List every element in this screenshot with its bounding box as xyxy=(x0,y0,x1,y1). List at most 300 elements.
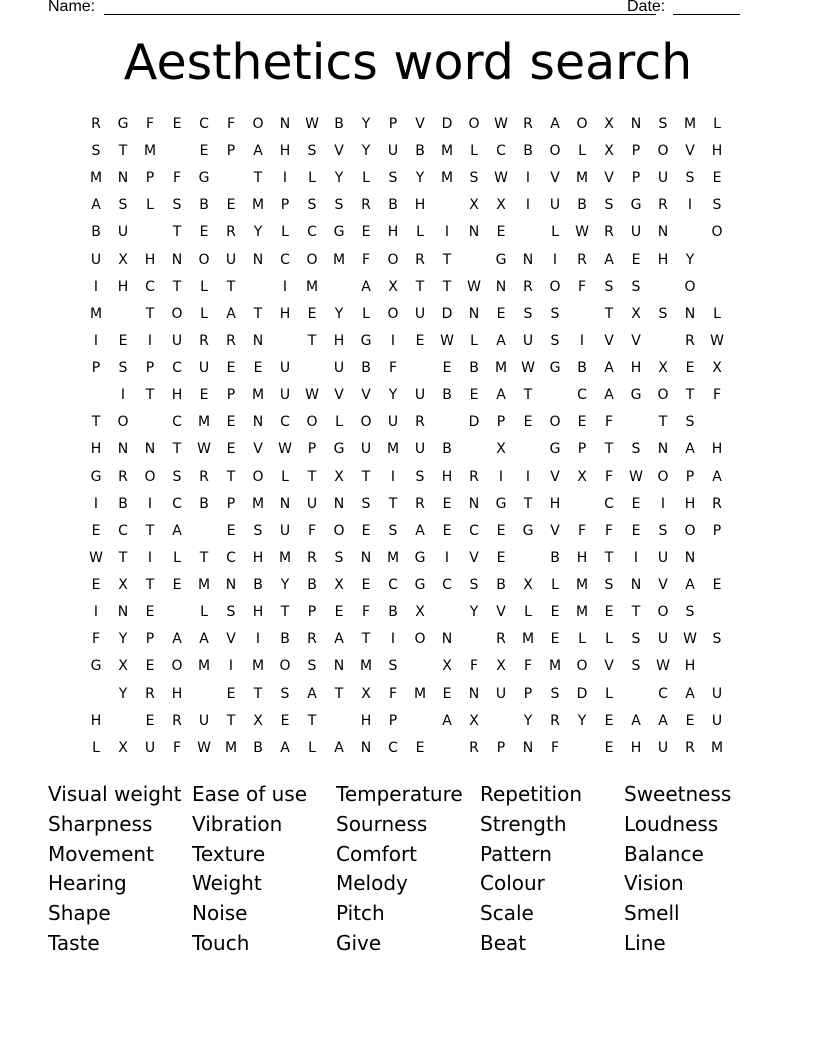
grid-letter: W xyxy=(494,170,508,187)
grid-letter: O xyxy=(549,143,561,160)
grid-letter: I xyxy=(255,631,261,648)
word-list-item: Hearing xyxy=(48,871,127,896)
grid-letter: W xyxy=(467,278,481,295)
grid-letter: G xyxy=(117,116,129,132)
grid-letter: N xyxy=(441,631,453,648)
grid-letter: R xyxy=(604,224,614,241)
grid-letter: V xyxy=(631,332,641,349)
grid-letter: R xyxy=(658,197,668,214)
grid-letter: E xyxy=(712,577,722,594)
grid-letter: U xyxy=(549,197,561,214)
grid-letter: M xyxy=(143,143,157,160)
grid-letter: S xyxy=(631,441,641,458)
grid-letter: T xyxy=(118,143,128,160)
grid-letter: A xyxy=(442,712,452,729)
grid-letter: M xyxy=(332,251,346,268)
grid-letter: A xyxy=(91,197,101,214)
grid-letter: N xyxy=(468,224,480,241)
grid-letter: H xyxy=(144,251,156,268)
grid-letter: T xyxy=(226,712,236,729)
grid-letter: A xyxy=(604,251,614,268)
grid-letter: E xyxy=(523,414,533,431)
grid-letter: T xyxy=(388,495,398,512)
grid-letter: Y xyxy=(118,631,128,648)
grid-letter: U xyxy=(279,387,291,404)
grid-letter: E xyxy=(172,116,182,132)
grid-letter: T xyxy=(172,441,182,458)
grid-letter: C xyxy=(280,251,290,268)
grid-letter: N xyxy=(333,658,345,675)
grid-letter: C xyxy=(604,495,614,512)
grid-letter: A xyxy=(550,116,560,132)
grid-letter: W xyxy=(197,739,211,756)
grid-letter: E xyxy=(145,604,155,621)
grid-letter: S xyxy=(550,685,560,702)
grid-letter: F xyxy=(577,278,587,295)
grid-letter: S xyxy=(118,197,128,214)
grid-letter: N xyxy=(630,577,642,594)
grid-letter: Y xyxy=(523,712,533,729)
grid-letter: P xyxy=(307,604,317,621)
grid-letter: S xyxy=(658,522,668,539)
grid-letter: M xyxy=(224,739,238,756)
grid-letter: F xyxy=(91,631,101,648)
grid-letter: H xyxy=(684,495,696,512)
grid-letter: S xyxy=(118,360,128,377)
grid-row xyxy=(0,277,816,297)
grid-letter: A xyxy=(172,522,182,539)
grid-letter: S xyxy=(604,278,614,295)
grid-letter: S xyxy=(631,631,641,648)
grid-letter: S xyxy=(91,143,101,160)
grid-letter: O xyxy=(468,116,480,132)
grid-letter: M xyxy=(251,658,265,675)
grid-letter: E xyxy=(199,224,209,241)
grid-letter: O xyxy=(684,522,696,539)
grid-letter: E xyxy=(496,305,506,322)
grid-letter: N xyxy=(252,251,264,268)
grid-letter: T xyxy=(253,305,263,322)
grid-letter: E xyxy=(361,224,371,241)
grid-letter: R xyxy=(415,414,425,431)
grid-letter: G xyxy=(630,197,642,214)
grid-letter: S xyxy=(226,604,236,621)
grid-letter: X xyxy=(253,712,263,729)
grid-letter: T xyxy=(145,387,155,404)
grid-letter: L xyxy=(173,549,181,566)
grid-letter: C xyxy=(145,278,155,295)
grid-letter: X xyxy=(496,441,506,458)
grid-letter: E xyxy=(442,685,452,702)
grid-letter: N xyxy=(657,441,669,458)
grid-letter: N xyxy=(117,170,129,187)
grid-letter: G xyxy=(333,441,345,458)
grid-row xyxy=(0,250,816,270)
grid-letter: E xyxy=(496,522,506,539)
grid-letter: I xyxy=(444,549,450,566)
grid-letter: G xyxy=(90,468,102,485)
grid-letter: M xyxy=(521,631,535,648)
grid-row xyxy=(0,304,816,324)
grid-row xyxy=(0,168,816,188)
grid-letter: H xyxy=(117,278,129,295)
grid-letter: C xyxy=(118,522,128,539)
grid-letter: A xyxy=(604,360,614,377)
grid-letter: B xyxy=(469,360,479,377)
grid-letter: A xyxy=(712,468,722,485)
grid-letter: L xyxy=(605,631,613,648)
grid-letter: E xyxy=(199,387,209,404)
grid-letter: C xyxy=(280,414,290,431)
grid-letter: O xyxy=(117,414,129,431)
word-list-row xyxy=(48,899,768,927)
grid-letter: H xyxy=(279,305,291,322)
word-list-item: Loudness xyxy=(624,811,719,836)
grid-letter: L xyxy=(605,685,613,702)
word-list-item: Visual weight xyxy=(48,782,182,806)
grid-letter: S xyxy=(685,170,695,187)
grid-letter: H xyxy=(252,549,264,566)
grid-letter: A xyxy=(172,631,182,648)
grid-letter: A xyxy=(604,387,614,404)
grid-letter: H xyxy=(630,739,642,756)
word-list-item: Pitch xyxy=(336,901,385,926)
grid-letter: F xyxy=(604,414,614,431)
grid-letter: O xyxy=(360,414,372,431)
grid-letter: X xyxy=(442,658,452,675)
grid-letter: A xyxy=(685,685,695,702)
grid-letter: V xyxy=(550,468,560,485)
grid-letter: I xyxy=(93,278,99,295)
grid-letter: R xyxy=(469,468,479,485)
grid-letter: X xyxy=(577,468,587,485)
grid-letter: I xyxy=(390,631,396,648)
grid-letter: P xyxy=(388,712,398,729)
grid-letter: F xyxy=(307,522,317,539)
grid-letter: S xyxy=(631,278,641,295)
grid-letter: N xyxy=(684,305,696,322)
grid-letter: L xyxy=(524,604,532,621)
grid-letter: E xyxy=(172,577,182,594)
grid-letter: I xyxy=(660,495,666,512)
grid-letter: Y xyxy=(334,170,344,187)
word-list-item: Melody xyxy=(336,871,408,896)
grid-letter: A xyxy=(496,387,506,404)
grid-letter: V xyxy=(253,441,263,458)
grid-letter: O xyxy=(576,116,588,132)
grid-letter: O xyxy=(171,305,183,322)
grid-letter: G xyxy=(522,522,534,539)
grid-letter: N xyxy=(279,495,291,512)
grid-letter: L xyxy=(146,197,154,214)
grid-letter: E xyxy=(415,332,425,349)
grid-letter: P xyxy=(712,522,722,539)
grid-letter: T xyxy=(442,278,452,295)
grid-letter: G xyxy=(198,170,210,187)
grid-letter: H xyxy=(171,387,183,404)
grid-letter: L xyxy=(200,278,208,295)
grid-letter: T xyxy=(658,414,668,431)
grid-letter: O xyxy=(657,387,669,404)
grid-letter: C xyxy=(226,549,236,566)
word-list-item: Line xyxy=(624,931,666,955)
grid-letter: L xyxy=(551,224,559,241)
grid-letter: B xyxy=(496,577,506,594)
word-list-item: Vibration xyxy=(192,811,283,836)
grid-letter: L xyxy=(362,305,370,322)
grid-letter: U xyxy=(306,495,318,512)
grid-letter: R xyxy=(415,495,425,512)
grid-letter: X xyxy=(604,143,614,160)
grid-letter: Y xyxy=(415,170,425,187)
word-list-item: Repetition xyxy=(480,782,583,806)
grid-letter: Y xyxy=(469,604,479,621)
grid-letter: E xyxy=(226,414,236,431)
grid-letter: T xyxy=(361,468,371,485)
grid-letter: O xyxy=(387,305,399,322)
grid-letter: S xyxy=(388,170,398,187)
word-list-item: Ease of use xyxy=(192,782,308,806)
grid-letter: R xyxy=(199,332,209,349)
grid-letter: S xyxy=(469,577,479,594)
word-list-item: Balance xyxy=(624,841,704,866)
grid-letter: T xyxy=(226,278,236,295)
grid-letter: W xyxy=(278,441,292,458)
grid-letter: E xyxy=(226,522,236,539)
grid-letter: O xyxy=(198,251,210,268)
grid-letter: V xyxy=(496,604,506,621)
grid-letter: L xyxy=(200,305,208,322)
grid-letter: N xyxy=(117,604,129,621)
word-list-row xyxy=(48,840,768,868)
grid-letter: C xyxy=(199,116,209,132)
grid-letter: D xyxy=(576,685,588,702)
grid-letter: L xyxy=(470,143,478,160)
grid-letter: E xyxy=(91,577,101,594)
grid-letter: T xyxy=(91,414,101,431)
grid-letter: S xyxy=(658,305,668,322)
grid-letter: W xyxy=(683,631,697,648)
grid-letter: P xyxy=(577,441,587,458)
grid-letter: L xyxy=(308,739,316,756)
grid-letter: O xyxy=(306,414,318,431)
word-list-item: Smell xyxy=(624,901,680,926)
grid-row xyxy=(0,222,816,242)
grid-letter: H xyxy=(711,441,723,458)
grid-letter: O xyxy=(657,143,669,160)
grid-letter: T xyxy=(415,278,425,295)
grid-letter: H xyxy=(252,604,264,621)
grid-letter: H xyxy=(630,360,642,377)
grid-letter: B xyxy=(577,197,587,214)
grid-letter: S xyxy=(361,495,371,512)
grid-letter: U xyxy=(198,712,210,729)
grid-letter: A xyxy=(307,685,317,702)
grid-letter: E xyxy=(685,360,695,377)
grid-letter: V xyxy=(469,549,479,566)
grid-letter: O xyxy=(711,224,723,241)
grid-letter: R xyxy=(172,712,182,729)
grid-letter: H xyxy=(171,685,183,702)
grid-letter: Y xyxy=(253,224,263,241)
grid-letter: E xyxy=(550,604,560,621)
grid-letter: R xyxy=(361,197,371,214)
grid-letter: M xyxy=(386,549,400,566)
word-list-item: Shape xyxy=(48,901,111,926)
grid-letter: W xyxy=(197,441,211,458)
grid-letter: P xyxy=(226,387,236,404)
word-list-row xyxy=(48,810,768,838)
grid-letter: C xyxy=(577,387,587,404)
grid-letter: L xyxy=(578,631,586,648)
grid-letter: L xyxy=(470,332,478,349)
grid-letter: U xyxy=(522,332,534,349)
grid-letter: T xyxy=(118,549,128,566)
grid-letter: I xyxy=(525,468,531,485)
grid-letter: E xyxy=(604,604,614,621)
grid-letter: U xyxy=(360,441,372,458)
grid-letter: R xyxy=(523,116,533,132)
grid-letter: I xyxy=(390,332,396,349)
grid-letter: S xyxy=(334,197,344,214)
grid-letter: M xyxy=(89,305,103,322)
grid-letter: L xyxy=(416,224,424,241)
grid-letter: I xyxy=(147,549,153,566)
grid-letter: S xyxy=(604,197,614,214)
grid-letter: B xyxy=(199,197,209,214)
grid-letter: W xyxy=(521,360,535,377)
grid-letter: E xyxy=(550,631,560,648)
grid-letter: U xyxy=(90,251,102,268)
grid-letter: C xyxy=(496,143,506,160)
grid-letter: A xyxy=(658,712,668,729)
grid-letter: C xyxy=(172,495,182,512)
grid-letter: R xyxy=(550,712,560,729)
grid-letter: H xyxy=(657,251,669,268)
grid-letter: T xyxy=(145,522,155,539)
grid-letter: N xyxy=(657,224,669,241)
grid-letter: P xyxy=(496,739,506,756)
grid-letter: R xyxy=(226,224,236,241)
grid-letter: U xyxy=(279,522,291,539)
grid-letter: P xyxy=(280,197,290,214)
grid-letter: G xyxy=(360,332,372,349)
grid-letter: U xyxy=(333,360,345,377)
grid-letter: X xyxy=(334,468,344,485)
grid-letter: V xyxy=(685,143,695,160)
grid-letter: B xyxy=(91,224,101,241)
grid-letter: U xyxy=(414,441,426,458)
grid-row xyxy=(0,385,816,405)
grid-letter: B xyxy=(415,143,425,160)
grid-letter: E xyxy=(442,360,452,377)
grid-letter: M xyxy=(197,577,211,594)
grid-letter: I xyxy=(390,468,396,485)
grid-letter: T xyxy=(361,631,371,648)
grid-letter: I xyxy=(282,278,288,295)
word-list-item: Strength xyxy=(480,811,567,836)
grid-letter: P xyxy=(145,170,155,187)
grid-letter: U xyxy=(657,549,669,566)
grid-row xyxy=(0,358,816,378)
grid-letter: R xyxy=(577,251,587,268)
grid-letter: E xyxy=(361,577,371,594)
grid-letter: V xyxy=(604,170,614,187)
grid-letter: L xyxy=(92,739,100,756)
grid-letter: T xyxy=(172,224,182,241)
grid-letter: T xyxy=(145,577,155,594)
grid-letter: U xyxy=(711,685,723,702)
grid-letter: X xyxy=(631,305,641,322)
name-label: Name: xyxy=(48,0,96,15)
grid-letter: B xyxy=(253,739,263,756)
grid-letter: W xyxy=(629,468,643,485)
grid-letter: M xyxy=(197,414,211,431)
grid-row xyxy=(0,141,816,161)
word-list-item: Comfort xyxy=(336,841,418,866)
grid-letter: H xyxy=(576,549,588,566)
grid-letter: A xyxy=(415,522,425,539)
grid-letter: T xyxy=(253,685,263,702)
word-list-item: Taste xyxy=(48,931,100,955)
word-list-item: Temperature xyxy=(336,782,463,806)
grid-letter: V xyxy=(658,577,668,594)
word-list-item: Sharpness xyxy=(48,811,153,836)
word-list-item: Movement xyxy=(48,841,154,866)
grid-letter: B xyxy=(253,577,263,594)
grid-letter: S xyxy=(172,468,182,485)
grid-letter: U xyxy=(657,739,669,756)
grid-letter: V xyxy=(334,143,344,160)
grid-letter: F xyxy=(361,604,371,621)
date-label: Date: xyxy=(627,0,666,15)
grid-letter: G xyxy=(333,224,345,241)
grid-letter: E xyxy=(415,739,425,756)
grid-letter: E xyxy=(604,712,614,729)
grid-letter: A xyxy=(199,631,209,648)
grid-letter: X xyxy=(469,197,479,214)
grid-letter: E xyxy=(442,495,452,512)
grid-letter: E xyxy=(631,495,641,512)
grid-letter: E xyxy=(226,685,236,702)
grid-letter: T xyxy=(253,170,263,187)
grid-letter: Y xyxy=(280,577,290,594)
grid-letter: I xyxy=(147,332,153,349)
grid-letter: N xyxy=(117,441,129,458)
grid-letter: T xyxy=(145,305,155,322)
grid-letter: S xyxy=(658,116,668,132)
grid-letter: B xyxy=(334,116,344,132)
grid-letter: X xyxy=(118,251,128,268)
grid-letter: P xyxy=(496,414,506,431)
word-list-item: Vision xyxy=(624,871,684,896)
grid-letter: I xyxy=(498,468,504,485)
grid-letter: X xyxy=(388,278,398,295)
grid-letter: R xyxy=(145,685,155,702)
grid-letter: E xyxy=(280,712,290,729)
grid-letter: P xyxy=(631,143,641,160)
grid-row xyxy=(0,629,816,649)
grid-letter: E xyxy=(496,549,506,566)
grid-letter: H xyxy=(360,712,372,729)
grid-letter: U xyxy=(657,631,669,648)
grid-letter: N xyxy=(252,414,264,431)
grid-letter: R xyxy=(469,739,479,756)
grid-row xyxy=(0,656,816,676)
grid-letter: S xyxy=(550,332,560,349)
grid-letter: U xyxy=(414,387,426,404)
grid-letter: W xyxy=(656,658,670,675)
